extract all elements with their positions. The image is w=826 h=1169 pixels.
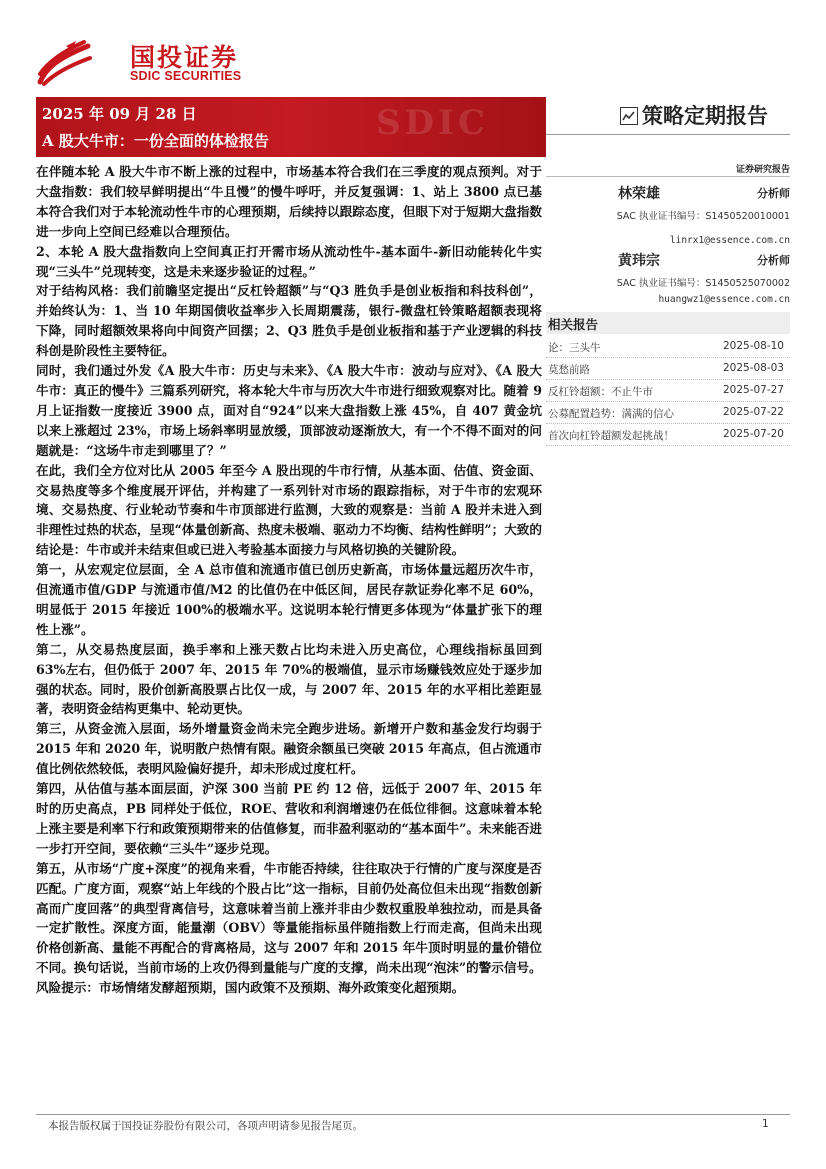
related-report-title: 莫愁前路 bbox=[548, 364, 590, 376]
related-report-item[interactable] bbox=[546, 380, 790, 402]
body-paragraph: 第二，从交易热度层面，换手率和上涨天数占比均未进入历史高位，心理线指标虽回到 63%左右，但仍低于 2007 年、2015 年 70%的极端值，显示市场赚钱效应处于逐步加强的状态。同时，股价创新高股票占比仅一成，与 2007 年、2015 年的水平相比差距显著，表明资金结构更集中、轮动更快。 bbox=[36, 641, 542, 717]
related-report-date: 2025-07-27 bbox=[722, 384, 784, 396]
body-paragraph: 第五，从市场“广度+深度”的视角来看，牛市能否持续，往往取决于行情的广度与深度是否匹配。广度方面，观察“站上年线的个股占比”这一指标，目前仍处高位但未出现“指数创新高而广度回落”的典型背离信号，这意味着当前上涨并非由少数权重股单独拉动，而是具备一定扩散性。深度方面，能量潮（OBV）等量能指标虽伴随指数上行而走高，但尚未出现价格创新高、量能不再配合的背离格局，这与 2007 年和 2015 年牛顶时明显的量价错位不同。换句话说，当前市场的上攻仍得到量能与广度的支撑，尚未出现“泡沫”的警示信号。 bbox=[36, 860, 542, 976]
analyst-email[interactable]: linrx1@essence.com.cn bbox=[669, 235, 790, 246]
body-paragraph: 同时，我们通过外发《A 股大牛市：历史与未来》、《A 股大牛市：波动与应对》、《A 股大牛市：真正的慢牛》三篇系列研究，将本轮大牛市与历次大牛市进行细致观察对比。随着 9 月上证指数一度接近 3900 点，面对自“924”以来大盘指数上涨 45%，自 407 黄金坑以来上涨超过 23%，市场上场斜率明显放缓，顶部波动逐渐放大，有一个不得不面对的问题就是：“这场牛市走到哪里了？” bbox=[36, 363, 542, 458]
report-type-label: 策略定期报告 bbox=[642, 104, 768, 128]
report-date: 2025 年 09 月 28 日 bbox=[42, 105, 197, 123]
body-paragraph: 第一，从宏观定位层面，全 A 总市值和流通市值已创历史新高，市场体量远超历次牛市，但流通市值/GDP 与流通市值/M2 的比值仍在中低区间，居民存款证券化率不足 60%，明显低于 2015 年接近 100%的极端水平。这说明本轮行情更多体现为“体量扩张下的理性上涨”。 bbox=[36, 562, 542, 637]
related-report-date: 2025-08-03 bbox=[722, 362, 784, 374]
report-type bbox=[620, 100, 768, 130]
banner-watermark: SDIC bbox=[376, 103, 490, 143]
related-report-date: 2025-07-22 bbox=[722, 406, 784, 418]
report-body bbox=[36, 162, 542, 998]
body-paragraph: 2、本轮 A 股大盘指数向上空间真正打开需市场从流动性牛-基本面牛-新旧动能转化牛实现“三头牛”兑现转变，这是未来逐步验证的过程。” bbox=[36, 243, 542, 279]
analyst-sac: SAC 执业证书编号：S1450520010001 bbox=[616, 211, 790, 222]
related-reports-header bbox=[546, 312, 790, 334]
section-label: 证券研究报告 bbox=[735, 165, 790, 175]
report-title: A 股大牛市：一份全面的体检报告 bbox=[42, 132, 269, 150]
footer-divider bbox=[36, 1114, 790, 1115]
analyst-sac: SAC 执业证书编号：S1450525070002 bbox=[616, 278, 790, 289]
header-divider bbox=[546, 134, 790, 135]
related-report-date: 2025-08-10 bbox=[722, 340, 784, 352]
page-number: 1 bbox=[762, 1118, 769, 1130]
related-report-item[interactable] bbox=[546, 402, 790, 424]
related-report-title: 首次向杠铃超额发起挑战！ bbox=[548, 430, 674, 442]
related-report-title: 公募配置趋势：满满的信心 bbox=[548, 408, 674, 420]
risk-warning: 风险提示：市场情绪发酵超预期，国内政策不及预期、海外政策变化超预期。 bbox=[36, 980, 465, 996]
body-paragraph: 第四，从估值与基本面层面，沪深 300 当前 PE 约 12 倍，远低于 2007 年、2015 年时的历史高点，PB 同样处于低位，ROE、营收和利润增速仍在低位徘徊。这意味着本轮上涨主要是利率下行和政策预期带来的估值修复，而非盈利驱动的“基本面牛”。未来能否进一步打开空间，要依赖“三头牛”逐步兑现。 bbox=[36, 781, 542, 856]
related-report-title: 论：三头牛 bbox=[548, 342, 601, 354]
sdic-logo-icon bbox=[36, 38, 92, 86]
body-paragraph: 第三，从资金流入层面，场外增量资金尚未完全跑步进场。新增开户数和基金发行均弱于 2015 年和 2020 年，说明散户热情有限。融资余额虽已突破 2015 年高点，但占流通市值比例依然较低，表明风险偏好提升，却未形成过度杠杆。 bbox=[36, 721, 542, 777]
related-report-title: 反杠铃超额：不止牛市 bbox=[548, 386, 653, 398]
analyst-name: 黄玮宗 bbox=[618, 253, 660, 269]
related-report-item[interactable] bbox=[546, 336, 790, 358]
analyst-role: 分析师 bbox=[757, 187, 790, 200]
chart-trend-icon bbox=[620, 107, 638, 125]
sidebar-divider bbox=[546, 176, 790, 177]
title-banner bbox=[36, 97, 546, 157]
body-paragraph: 在此，我们全方位对比从 2005 年至今 A 股出现的牛市行情，从基本面、估值、资金面、交易热度等多个维度展开评估，并构建了一系列针对市场的跟踪指标，对于牛市的宏观环境、交易热度、行业轮动节奏和牛市顶部进行监测，大致的观察是：当前 A 股并未进入到非理性过热的状态，呈现“体量创新高、热度未极端、驱动力不均衡、结构性鲜明”；大致的结论是：牛市或并未结束但或已进入考验基本面接力与风格切换的关键阶段。 bbox=[36, 462, 542, 558]
logo-text-en: SDIC SECURITIES bbox=[130, 69, 242, 83]
footer-disclaimer: 本报告版权属于国投证券股份有限公司，各项声明请参见报告尾页。 bbox=[48, 1120, 363, 1132]
related-report-item[interactable] bbox=[546, 424, 790, 446]
body-paragraph: 对于结构风格：我们前瞻坚定提出“反杠铃超额”与“Q3 胜负手是创业板指和科技科创”，并始终认为：1、当 10 年期国债收益率步入长周期震荡，银行-微盘杠铃策略超额表现将下降，同时超额效果将向中间资产回摆；2、Q3 胜负手是创业板指和基于产业逻辑的科技科创是阶段性主要特征。 bbox=[36, 283, 542, 359]
analyst-role: 分析师 bbox=[757, 254, 790, 267]
related-report-date: 2025-07-20 bbox=[722, 428, 784, 440]
related-reports-title: 相关报告 bbox=[548, 317, 599, 332]
related-report-item[interactable] bbox=[546, 358, 790, 380]
logo-text-cn: 国投证券 bbox=[130, 43, 239, 72]
company-logo bbox=[36, 38, 266, 86]
analyst-name: 林荣雄 bbox=[618, 186, 660, 202]
body-paragraph: 在伴随本轮 A 股大牛市不断上涨的过程中，市场基本符合我们在三季度的观点预判。对于大盘指数：我们较早鲜明提出“牛且慢”的慢牛呼吁，并反复强调：1、站上 3800 点已基本符合我们对于本轮流动性牛市的心理预期，后续持以跟踪态度，但眼下对于短期大盘指数进一步向上空间已经难以合理预估。 bbox=[36, 164, 542, 239]
row-divider bbox=[546, 445, 790, 446]
analyst-email[interactable]: huangwz1@essence.com.cn bbox=[658, 294, 790, 305]
